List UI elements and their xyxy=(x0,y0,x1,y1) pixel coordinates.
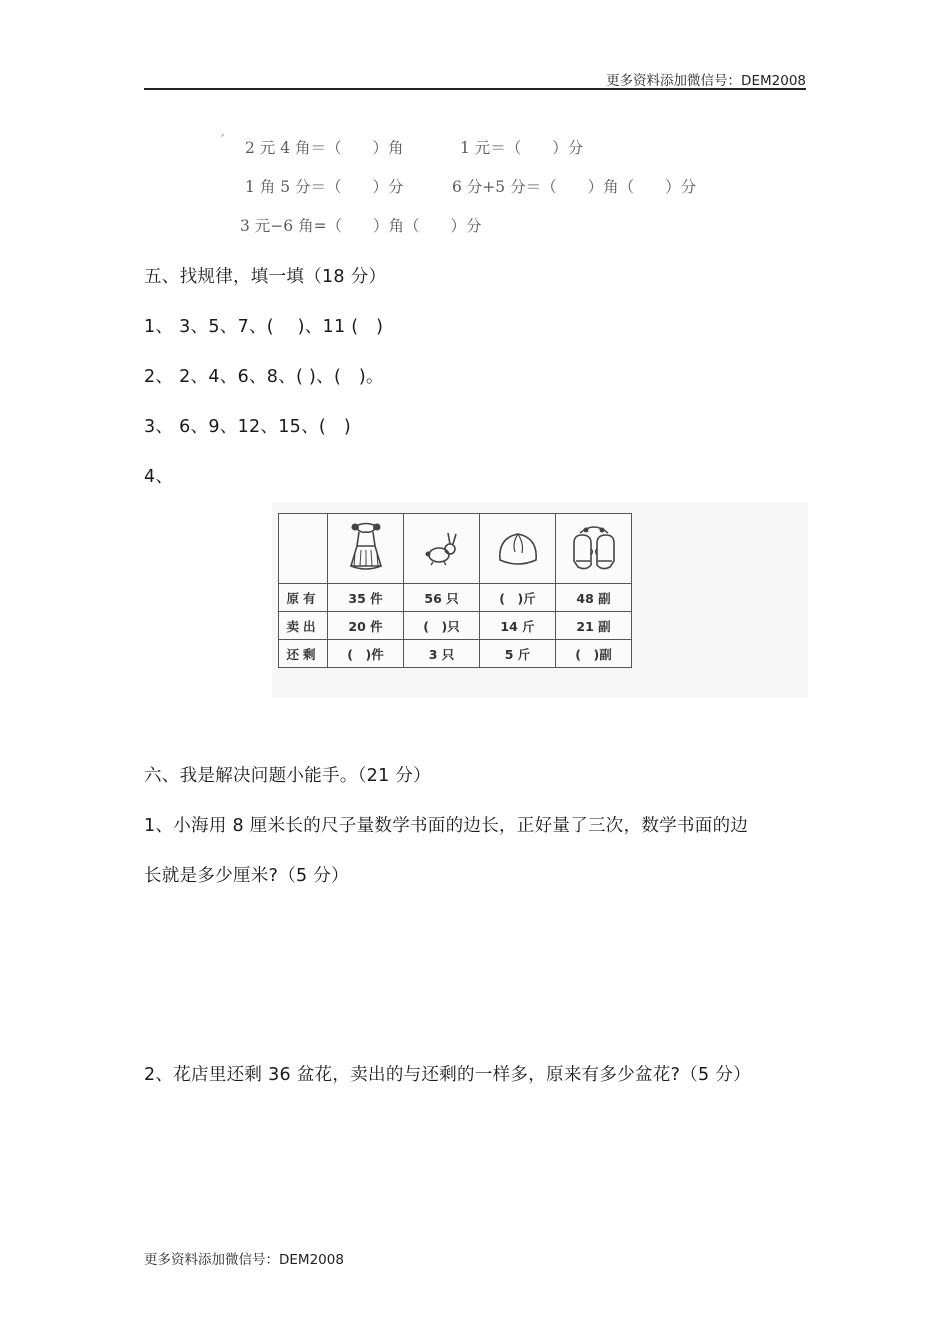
money-item-4: 6 分+5 分＝（ ）角（ ）分 xyxy=(452,178,697,196)
section5-title: 五、找规律，填一填（18 分） xyxy=(144,267,387,287)
rabbit-icon xyxy=(404,514,480,584)
bun-icon xyxy=(480,514,556,584)
table-icon-row xyxy=(279,514,632,584)
table-cell: 48 副 xyxy=(556,584,632,612)
table-cell: ( )只 xyxy=(404,612,480,640)
table-cell: 3 只 xyxy=(404,640,480,668)
section6-q1-line2: 长就是多少厘米?（5 分） xyxy=(144,866,349,886)
money-item-5: 3 元−6 角=（ ）角（ ）分 xyxy=(240,217,482,235)
table-row-label: 原有 xyxy=(279,584,328,612)
table-row xyxy=(279,612,632,640)
section5-item-4: 4、 xyxy=(144,467,174,487)
money-item-1: 2 元 4 角＝（ ）角 xyxy=(245,139,404,157)
section5-item-3: 3、 6、9、12、15、( ) xyxy=(144,417,351,437)
inventory-table xyxy=(278,513,632,668)
table-cell: ( )件 xyxy=(328,640,404,668)
table-row xyxy=(279,640,632,668)
header-rule xyxy=(144,88,806,90)
table-cell: 35 件 xyxy=(328,584,404,612)
table-cell: ( )斤 xyxy=(480,584,556,612)
page-header-text: 更多资料添加微信号：DEM2008 xyxy=(606,73,806,89)
section6-title: 六、我是解决问题小能手。（21 分） xyxy=(144,766,431,786)
table-cell: 21 副 xyxy=(556,612,632,640)
table-row-label: 卖出 xyxy=(279,612,328,640)
gloves-icon xyxy=(556,514,632,584)
dress-icon xyxy=(328,514,404,584)
table-cell: 14 斤 xyxy=(480,612,556,640)
page-footer-text: 更多资料添加微信号：DEM2008 xyxy=(144,1252,344,1268)
section6-q1-line1: 1、小海用 8 厘米长的尺子量数学书面的边长，正好量了三次，数学书面的边 xyxy=(144,816,749,836)
section5-item-2: 2、 2、4、6、8、( )、( )。 xyxy=(144,367,384,387)
table-cell: 5 斤 xyxy=(480,640,556,668)
table-cell: ( )副 xyxy=(556,640,632,668)
table-cell: 20 件 xyxy=(328,612,404,640)
table-cell: 56 只 xyxy=(404,584,480,612)
money-item-2: 1 元＝（ ）分 xyxy=(460,139,584,157)
table-row xyxy=(279,584,632,612)
scan-mark: ˊ xyxy=(218,133,226,151)
table-corner-cell xyxy=(279,514,328,584)
section6-q2: 2、花店里还剩 36 盆花，卖出的与还剩的一样多，原来有多少盆花?（5 分） xyxy=(144,1065,751,1085)
table-row-label: 还剩 xyxy=(279,640,328,668)
money-item-3: 1 角 5 分＝（ ）分 xyxy=(245,178,404,196)
section5-item-1: 1、 3、5、7、( )、11 ( ) xyxy=(144,317,384,337)
